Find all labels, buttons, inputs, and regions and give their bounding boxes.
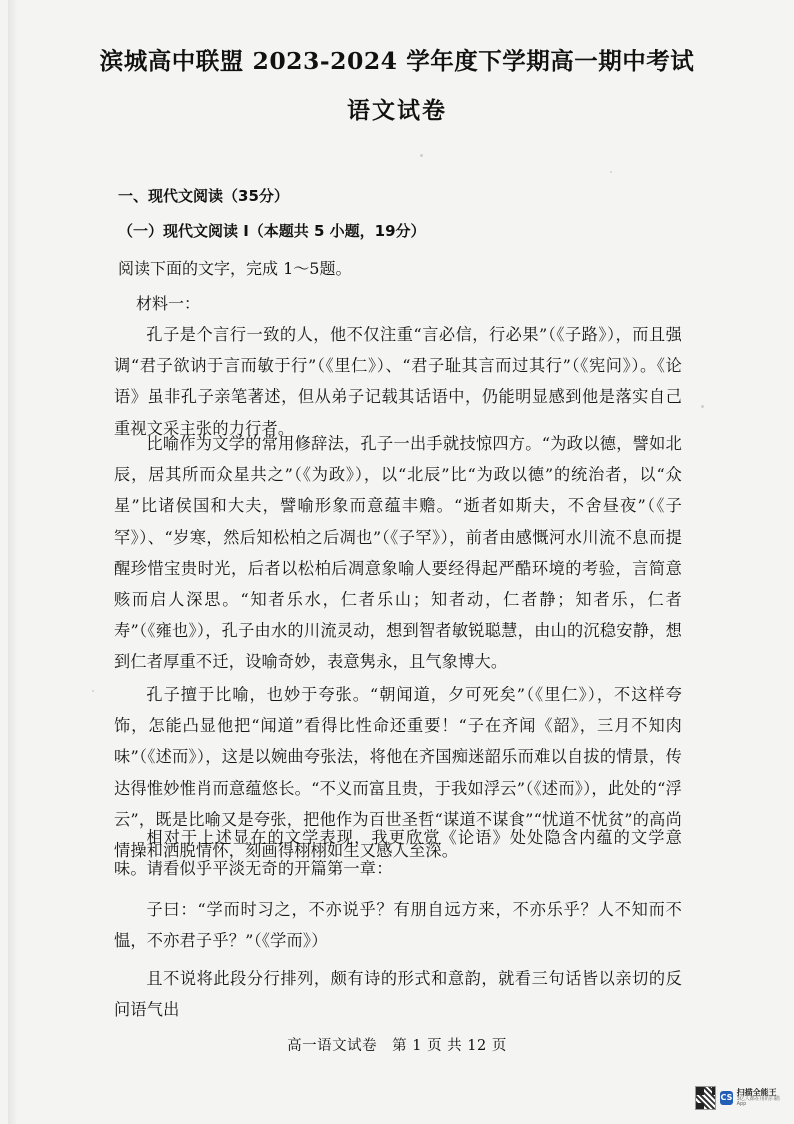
scanner-text (737, 1089, 783, 1107)
paragraph: 比喻作为文学的常用修辞法，孔子一出手就技惊四方。“为政以德，譬如北辰，居其所而众星共之”（《为政》），以“北辰”比“为政以德”的统治者，以“众星”比诸侯国和大夫，譬喻形象而意蕴丰赡。“逝者如斯夫，不舍昼夜”（《子罕》）、“岁寒，然后知松柏之后凋也”（《子罕》），前者由感慨河水川流不息而提醒珍惜宝贵时光，后者以松柏后凋意象喻人要经得起严酷环境的考验，言简意赅而启人深思。“知者乐水，仁者乐山；知者动，仁者静；知者乐，仁者寿”（《雍也》），孔子由水的川流灵动，想到智者敏锐聪慧，由山的沉稳安静，想到仁者厚重不迁，设喻奇妙，表意隽永，且气象博大。 (114, 434, 682, 672)
scan-speckle (420, 154, 423, 157)
paragraph: 孔子是个言行一致的人，他不仅注重“言必信，行必果”（《子路》），而且强调“君子欲讷于言而敏于行”（《里仁》）、“君子耻其言而过其行”（《宪问》）。《论语》虽非孔子亲笔著述，但从弟子记载其话语中，仍能明显感到他是落实自己重视文采主张的力行者。 (114, 325, 682, 438)
paragraph: 且不说将此段分行排列，颇有诗的形式和意韵，就看三句话皆以亲切的反问语气出 (114, 969, 682, 1020)
page-footer: 高一语文试卷 第 1 页 共 12 页 (287, 1038, 507, 1054)
paragraph: 子曰：“学而时习之，不亦说乎？有朋自远方来，不亦乐乎？人不知而不愠，不亦君子乎？”（《学而》） (114, 900, 682, 951)
scan-speckle (701, 405, 704, 408)
material-label: 材料一： (136, 294, 201, 313)
cs-logo-icon: CS (720, 1091, 732, 1105)
scan-speckle (92, 690, 94, 692)
scan-speckle (610, 171, 612, 173)
section-heading: 一、现代文阅读（35分） (118, 187, 289, 205)
qr-code-icon (695, 1086, 716, 1110)
scanner-app-name: 扫描全能王 (736, 1088, 777, 1097)
scan-edge-shadow (8, 0, 18, 1124)
scanner-slogan: 3亿人都在用的扫描App (736, 1096, 780, 1107)
paragraph: 孔子擅于比喻，也妙于夸张。“朝闻道，夕可死矣”（《里仁》），不这样夸饰，怎能凸显他把“闻道”看得比性命还重要！“子在齐闻《韶》，三月不知肉味”（《述而》），这是以婉曲夸张法，将他在齐国痴迷韶乐而难以自拔的情景，传达得惟妙惟肖而意蕴悠长。“不义而富且贵，于我如浮云”（《述而》），此处的“浮云”，既是比喻又是夸张，把他作为百世圣哲“谋道不谋食”“忧道不忧贫”的高尚情操和洒脱情怀，刻画得栩栩如生又感人至深。 (114, 685, 682, 861)
exam-subtitle: 语文试卷 (347, 97, 447, 124)
scanner-watermark (695, 1084, 783, 1112)
reading-instruction: 阅读下面的文字，完成 1～5题。 (118, 259, 352, 278)
exam-title: 滨城高中联盟 2023-2024 学年度下学期高一期中考试 (99, 47, 695, 75)
subsection-heading: （一）现代文阅读 I（本题共 5 小题，19分） (118, 222, 426, 240)
paragraph: 相对于上述显在的文学表现，我更欣赏《论语》处处隐含内蕴的文学意味。请看似乎平淡无奇的开篇第一章： (114, 828, 682, 879)
